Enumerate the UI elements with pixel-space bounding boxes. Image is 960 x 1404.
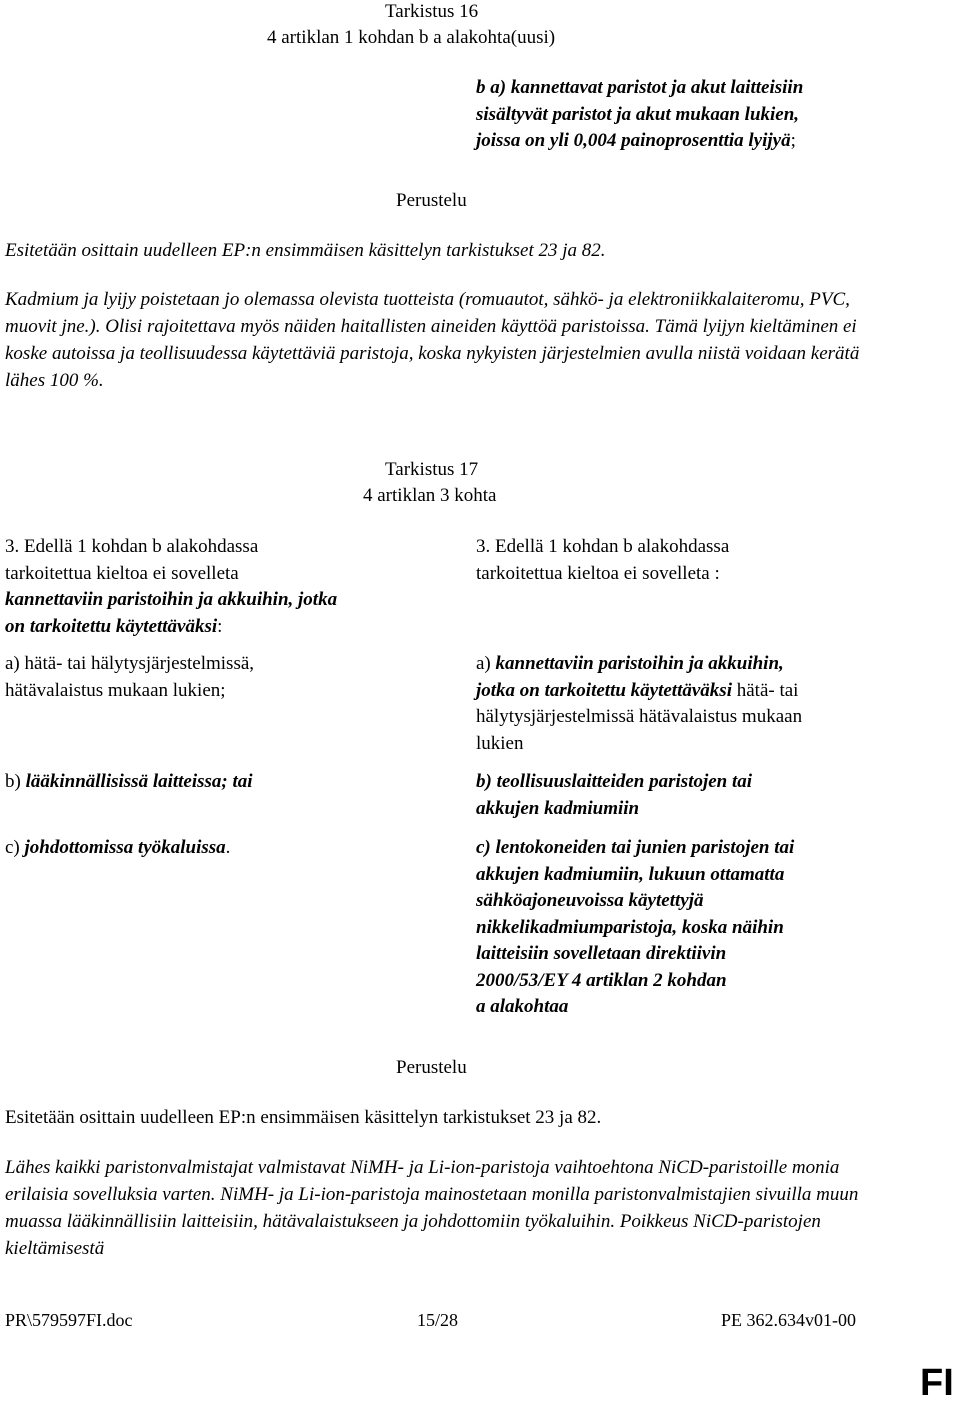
right-item-b-line: akkujen kadmiumiin [476, 797, 640, 819]
left-item-b-text: lääkinnällisissä laitteissa; tai [25, 771, 253, 792]
right-text-line: b a) kannettavat paristot ja akut laitteisiin [476, 77, 804, 98]
justification-17-paragraph-1: Esitetään osittain uudelleen EP:n ensimmäisen käsittelyn tarkistukset 23 ja 82. [5, 1107, 602, 1128]
right-item-a-bold: jotka on tarkoitettu käytettäväksi [476, 679, 732, 701]
footer-page-number: 15/28 [417, 1310, 459, 1330]
left-item-b [5, 769, 253, 796]
right-item-c-line: c) lentokoneiden tai junien paristojen tai [476, 837, 795, 858]
left-item-a [5, 651, 254, 704]
justification-heading-16: Perustelu [396, 190, 467, 211]
right-item-c [476, 835, 794, 1021]
right-item-b [476, 769, 752, 822]
left-item-c-prefix: c) [5, 837, 25, 858]
right-text-line [476, 128, 803, 155]
right-item-b-line: b) teollisuuslaitteiden paristojen tai [476, 771, 753, 792]
left-intro-line: tarkoitettua kieltoa ei sovelleta [5, 562, 239, 584]
footer-doc-id: PR\579597FI.doc [5, 1310, 133, 1330]
left-item-a-line: a) hätä- tai hälytysjärjestelmissä, [5, 653, 255, 674]
left-intro-colon: : [217, 615, 223, 637]
left-intro-line: kannettaviin paristoihin ja akkuihin, jotka [5, 589, 338, 610]
right-item-c-line: 2000/53/EY 4 artiklan 2 kohdan [476, 969, 727, 991]
right-item-a-prefix: a) [476, 653, 496, 674]
amendment-17-title: Tarkistus 17 [385, 459, 479, 480]
amendment-17-reference: 4 artiklan 3 kohta [363, 485, 497, 506]
left-intro-line: 3. Edellä 1 kohdan b alakohdassa [5, 536, 259, 557]
footer-pe-number: PE 362.634v01-00 [721, 1310, 856, 1330]
language-mark: FI [920, 1362, 954, 1404]
right-item-a-rest: hätä- tai [731, 679, 799, 701]
justification-16-paragraph-1: Esitetään osittain uudelleen EP:n ensimmäisen käsittelyn tarkistukset 23 ja 82. [5, 240, 606, 261]
left-item-c-text: johdottomissa työkaluissa [24, 837, 226, 858]
justification-17-paragraph-2: Lähes kaikki paristonvalmistajat valmistavat NiMH- ja Li-ion-paristoja vaihtoehtona NiCD-paristoille monia erilaisia sovelluksia varten. NiMH- ja Li-ion-paristoja mainostetaan monilla paristonvalmistajien sivuilla muun muassa lääkinnällisiin laitteisiin, hätävalaistukseen ja johdottomiin työkaluihin. Poikkeus NiCD-paristojen kieltämisestä [5, 1157, 859, 1259]
left-item-c-end: . [225, 837, 231, 858]
right-item-c-line: nikkelikadmiumparistoja, koska näihin [476, 916, 784, 938]
left-column-intro [5, 534, 337, 640]
right-item-c-line: laitteisiin sovelletaan direktiivin [476, 943, 727, 964]
amendment-16-title: Tarkistus 16 [385, 1, 479, 22]
left-item-a-line: hätävalaistus mukaan lukien; [5, 679, 226, 701]
right-item-a-line: lukien [476, 732, 524, 754]
justification-heading-17: Perustelu [396, 1057, 467, 1078]
right-item-c-line: a alakohtaa [476, 996, 569, 1017]
right-column-intro [476, 534, 729, 587]
amendment-16-right-text [476, 75, 803, 155]
right-item-a-line: hälytysjärjestelmissä hätävalaistus mukaan [476, 706, 803, 727]
right-item-a-bold: kannettaviin paristoihin ja akkuihin, [495, 653, 784, 674]
right-intro-line: 3. Edellä 1 kohdan b alakohdassa [476, 536, 730, 557]
left-item-c [5, 835, 230, 862]
amendment-16-reference: 4 artiklan 1 kohdan b a alakohta(uusi) [267, 27, 556, 48]
right-item-c-line: akkujen kadmiumiin, lukuun ottamatta [476, 863, 785, 885]
right-text-line-main: joissa on yli 0,004 painoprosenttia lyijyä [476, 130, 791, 151]
left-intro-bold: on tarkoitettu käytettäväksi [5, 615, 218, 637]
right-text-semicolon: ; [790, 130, 796, 151]
right-item-c-line: sähköajoneuvoissa käytettyjä [476, 890, 704, 911]
justification-16-paragraph-2: Kadmium ja lyijy poistetaan jo olemassa olevista tuotteista (romuautot, sähkö- ja elektroniikkalaiteromu, PVC, muovit jne.). Olisi rajoitettava myös näiden haitallisten aineiden käyttöä paristoissa. Tämä lyijyn kieltäminen ei koske autoissa ja teollisuudessa käytettäviä paristoja, koska nykyisten järjestelmien avulla niistä voidaan kerätä lähes 100 %. [5, 289, 860, 391]
right-text-line: sisältyvät paristot ja akut mukaan lukien, [476, 103, 800, 125]
left-item-b-prefix: b) [5, 771, 26, 792]
right-item-a [476, 651, 802, 757]
left-intro-line [5, 614, 337, 641]
right-intro-line: tarkoitettua kieltoa ei sovelleta : [476, 562, 720, 584]
